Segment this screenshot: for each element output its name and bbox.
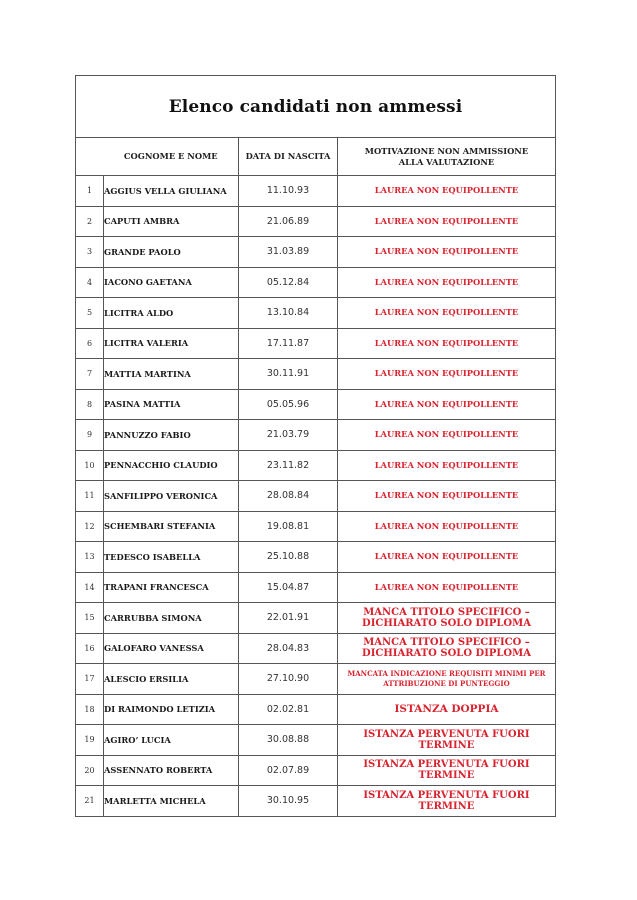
table-row [76, 237, 556, 268]
table-row [76, 450, 556, 481]
exclusion-reason: LAUREA NON EQUIPOLLENTE [338, 206, 556, 237]
column-header-birth-date: DATA DI NASCITA [239, 138, 338, 176]
candidate-name: LICITRA VALERIA [104, 328, 239, 359]
birth-date: 28.08.84 [239, 481, 338, 512]
birth-date: 05.05.96 [239, 389, 338, 420]
row-number: 4 [76, 267, 104, 298]
table-row [76, 267, 556, 298]
table-row [76, 481, 556, 512]
table-row [76, 786, 556, 817]
table-row [76, 633, 556, 664]
candidate-name: AGGIUS VELLA GIULIANA [104, 176, 239, 207]
exclusion-reason: ISTANZA PERVENUTA FUORI TERMINE [338, 755, 556, 786]
table-row [76, 359, 556, 390]
exclusion-reason: LAUREA NON EQUIPOLLENTE [338, 420, 556, 451]
table-row [76, 206, 556, 237]
table-row [76, 511, 556, 542]
column-header-name: COGNOME E NOME [104, 138, 239, 176]
candidate-name: ALESCIO ERSILIA [104, 664, 239, 695]
row-number: 12 [76, 511, 104, 542]
birth-date: 11.10.93 [239, 176, 338, 207]
row-number: 11 [76, 481, 104, 512]
candidate-name: GALOFARO VANESSA [104, 633, 239, 664]
candidate-name: PENNACCHIO CLAUDIO [104, 450, 239, 481]
candidate-name: SCHEMBARI STEFANIA [104, 511, 239, 542]
exclusion-reason: LAUREA NON EQUIPOLLENTE [338, 328, 556, 359]
birth-date: 27.10.90 [239, 664, 338, 695]
exclusion-reason: LAUREA NON EQUIPOLLENTE [338, 450, 556, 481]
candidate-name: AGIRO’ LUCIA [104, 725, 239, 756]
birth-date: 02.02.81 [239, 694, 338, 725]
exclusion-reason: MANCA TITOLO SPECIFICO – DICHIARATO SOLO DIPLOMA [338, 603, 556, 634]
candidate-name: PASINA MATTIA [104, 389, 239, 420]
birth-date: 21.03.79 [239, 420, 338, 451]
column-header-reason: MOTIVAZIONE NON AMMISSIONE ALLA VALUTAZIONE [338, 138, 556, 176]
row-number: 7 [76, 359, 104, 390]
birth-date: 15.04.87 [239, 572, 338, 603]
candidate-name: CARRUBBA SIMONA [104, 603, 239, 634]
candidates-table [75, 75, 556, 817]
table-row [76, 176, 556, 207]
birth-date: 02.07.89 [239, 755, 338, 786]
column-header-number [76, 138, 104, 176]
birth-date: 22.01.91 [239, 603, 338, 634]
birth-date: 13.10.84 [239, 298, 338, 329]
exclusion-reason: LAUREA NON EQUIPOLLENTE [338, 389, 556, 420]
birth-date: 30.11.91 [239, 359, 338, 390]
table-row [76, 542, 556, 573]
candidate-name: MARLETTA MICHELA [104, 786, 239, 817]
row-number: 15 [76, 603, 104, 634]
exclusion-reason: ISTANZA PERVENUTA FUORI TERMINE [338, 786, 556, 817]
row-number: 6 [76, 328, 104, 359]
table-row [76, 725, 556, 756]
table-row [76, 389, 556, 420]
birth-date: 19.08.81 [239, 511, 338, 542]
candidate-name: ASSENNATO ROBERTA [104, 755, 239, 786]
candidate-name: DI RAIMONDO LETIZIA [104, 694, 239, 725]
candidate-name: PANNUZZO FABIO [104, 420, 239, 451]
row-number: 16 [76, 633, 104, 664]
birth-date: 30.08.88 [239, 725, 338, 756]
exclusion-reason: LAUREA NON EQUIPOLLENTE [338, 359, 556, 390]
row-number: 14 [76, 572, 104, 603]
row-number: 21 [76, 786, 104, 817]
table-row [76, 603, 556, 634]
row-number: 10 [76, 450, 104, 481]
candidate-name: MATTIA MARTINA [104, 359, 239, 390]
header-row [76, 138, 556, 176]
exclusion-reason: LAUREA NON EQUIPOLLENTE [338, 511, 556, 542]
row-number: 18 [76, 694, 104, 725]
table-row [76, 420, 556, 451]
candidate-name: CAPUTI AMBRA [104, 206, 239, 237]
table-row [76, 328, 556, 359]
birth-date: 05.12.84 [239, 267, 338, 298]
table-row [76, 572, 556, 603]
row-number: 20 [76, 755, 104, 786]
candidate-name: TEDESCO ISABELLA [104, 542, 239, 573]
exclusion-reason: ISTANZA PERVENUTA FUORI TERMINE [338, 725, 556, 756]
exclusion-reason: MANCA TITOLO SPECIFICO – DICHIARATO SOLO DIPLOMA [338, 633, 556, 664]
row-number: 9 [76, 420, 104, 451]
exclusion-reason: LAUREA NON EQUIPOLLENTE [338, 176, 556, 207]
exclusion-reason: LAUREA NON EQUIPOLLENTE [338, 298, 556, 329]
exclusion-reason: ISTANZA DOPPIA [338, 694, 556, 725]
exclusion-reason: MANCATA INDICAZIONE REQUISITI MINIMI PER ATTRIBUZIONE DI PUNTEGGIO [338, 664, 556, 695]
candidate-name: SANFILIPPO VERONICA [104, 481, 239, 512]
table-row [76, 694, 556, 725]
birth-date: 17.11.87 [239, 328, 338, 359]
row-number: 13 [76, 542, 104, 573]
exclusion-reason: LAUREA NON EQUIPOLLENTE [338, 542, 556, 573]
title-row [76, 76, 556, 138]
row-number: 1 [76, 176, 104, 207]
candidate-name: GRANDE PAOLO [104, 237, 239, 268]
table-row [76, 298, 556, 329]
candidate-name: LICITRA ALDO [104, 298, 239, 329]
exclusion-reason: LAUREA NON EQUIPOLLENTE [338, 481, 556, 512]
birth-date: 23.11.82 [239, 450, 338, 481]
candidate-name: IACONO GAETANA [104, 267, 239, 298]
birth-date: 28.04.83 [239, 633, 338, 664]
row-number: 2 [76, 206, 104, 237]
birth-date: 30.10.95 [239, 786, 338, 817]
table-row [76, 664, 556, 695]
birth-date: 31.03.89 [239, 237, 338, 268]
document-title: Elenco candidati non ammessi [76, 76, 556, 138]
row-number: 19 [76, 725, 104, 756]
exclusion-reason: LAUREA NON EQUIPOLLENTE [338, 237, 556, 268]
candidate-name: TRAPANI FRANCESCA [104, 572, 239, 603]
row-number: 8 [76, 389, 104, 420]
birth-date: 25.10.88 [239, 542, 338, 573]
exclusion-reason: LAUREA NON EQUIPOLLENTE [338, 572, 556, 603]
row-number: 17 [76, 664, 104, 695]
row-number: 3 [76, 237, 104, 268]
row-number: 5 [76, 298, 104, 329]
exclusion-reason: LAUREA NON EQUIPOLLENTE [338, 267, 556, 298]
birth-date: 21.06.89 [239, 206, 338, 237]
table-row [76, 755, 556, 786]
